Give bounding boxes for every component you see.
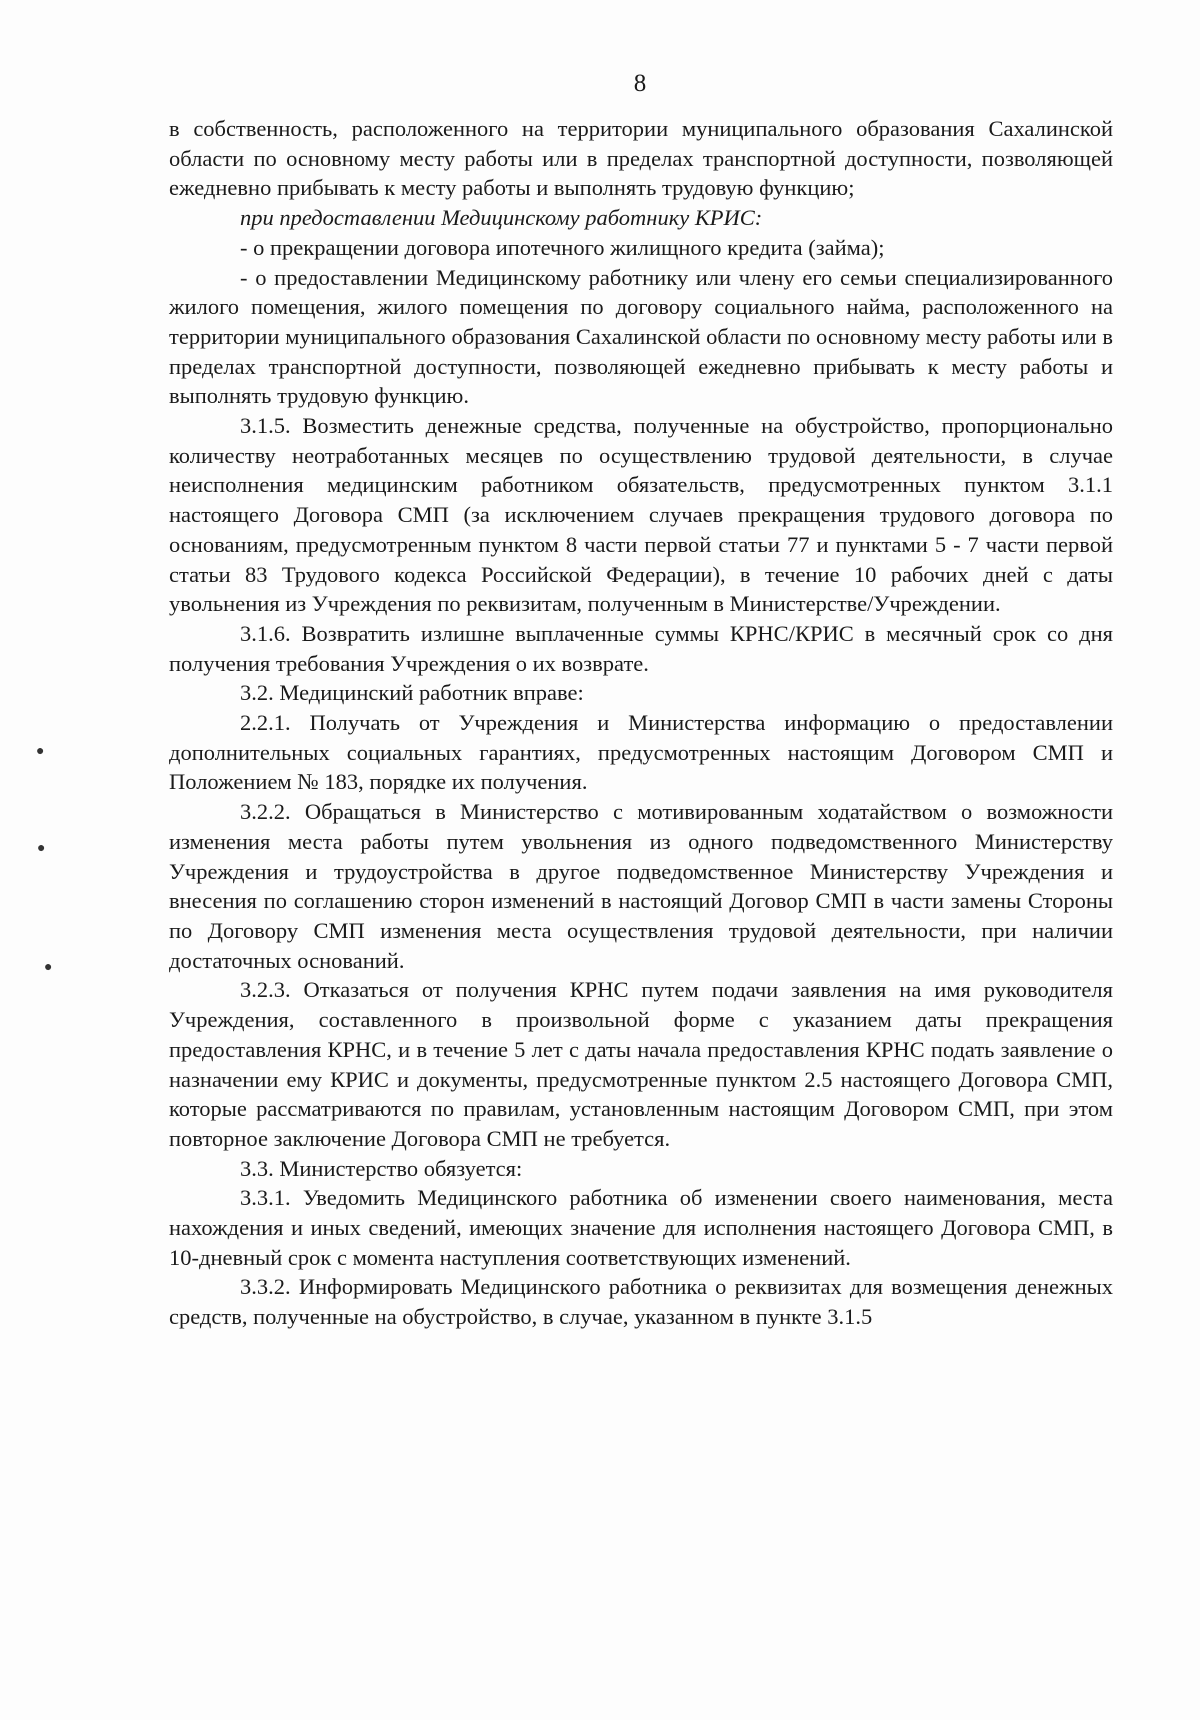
scan-mark: ● [37, 841, 46, 856]
scan-mark: ● [44, 960, 53, 975]
paragraph: при предоставлении Медицинскому работнику КРИС: [240, 205, 763, 231]
document-body [169, 114, 1113, 1332]
paragraph: 3.2. Медицинский работник вправе: [240, 680, 584, 706]
paragraph: 3.2.2. Обращаться в Министерство с мотивированным ходатайством о возможности изменения места работы путем увольнения из одного подведомственного Министерству Учреждения и трудоустройства в другое подведомственное Министерству Учреждения и внесения по соглашению сторон изменений в настоящий Договор СМП в части замены Стороны по Договору СМП изменения места осуществления трудовой деятельности, при наличии достаточных оснований. [169, 799, 1113, 973]
paragraph: 3.3.1. Уведомить Медицинского работника об изменении своего наименования, места нахождения и иных сведений, имеющих значение для исполнения настоящего Договора СМП, в 10-дневный срок с момента наступления соответствующих изменений. [169, 1185, 1113, 1270]
page-number: 8 [633, 70, 647, 97]
paragraph: 3.1.5. Возместить денежные средства, полученные на обустройство, пропорционально количеству неотработанных месяцев по осуществлению трудовой деятельности, в случае неисполнения медицинским работником обязательств, предусмотренных пунктом 3.1.1 настоящего Договора СМП (за исключением случаев прекращения трудового договора по основаниям, предусмотренным пунктом 8 части первой статьи 77 и пунктами 5 - 7 части первой статьи 83 Трудового кодекса Российской Федерации), в течение 10 рабочих дней с даты увольнения из Учреждения по реквизитам, полученным в Министерстве/Учреждении. [169, 413, 1113, 617]
scan-mark: ● [36, 744, 45, 759]
paragraph: 3.2.3. Отказаться от получения КРНС путем подачи заявления на имя руководителя Учреждения, составленного в произвольной форме с указанием даты прекращения предоставления КРНС, и в течение 5 лет с даты начала предоставления КРНС подать заявление о назначении ему КРИС и документы, предусмотренные пунктом 2.5 настоящего Договора СМП, которые рассматриваются по правилам, установленным настоящим Договором СМП, при этом повторное заключение Договора СМП не требуется. [169, 977, 1113, 1151]
paragraph: - о прекращении договора ипотечного жилищного кредита (займа); [240, 234, 885, 260]
paragraph: - о предоставлении Медицинскому работнику или члену его семьи специализированного жилого помещения, жилого помещения по договору социального найма, расположенного на территории муниципального образования Сахалинской области по основному месту работы или в пределах транспортной доступности, позволяющей ежедневно прибывать к месту работы и выполнять трудовую функцию. [169, 264, 1113, 409]
paragraph: 3.3.2. Информировать Медицинского работника о реквизитах для возмещения денежных средств, полученные на обустройство, в случае, указанном в пункте 3.1.5 [169, 1274, 1113, 1330]
paragraph: 3.3. Министерство обязуется: [240, 1155, 523, 1181]
paragraph: в собственность, расположенного на территории муниципального образования Сахалинской области по основному месту работы или в пределах транспортной доступности, позволяющей ежедневно прибывать к месту работы и выполнять трудовую функцию; [169, 116, 1113, 201]
paragraph: 2.2.1. Получать от Учреждения и Министерства информацию о предоставлении дополнительных социальных гарантиях, предусмотренных настоящим Договором СМП и Положением № 183, порядке их получения. [169, 710, 1113, 795]
paragraph: 3.1.6. Возвратить излишне выплаченные суммы КРНС/КРИС в месячный срок со дня получения требования Учреждения о их возврате. [169, 620, 1113, 676]
